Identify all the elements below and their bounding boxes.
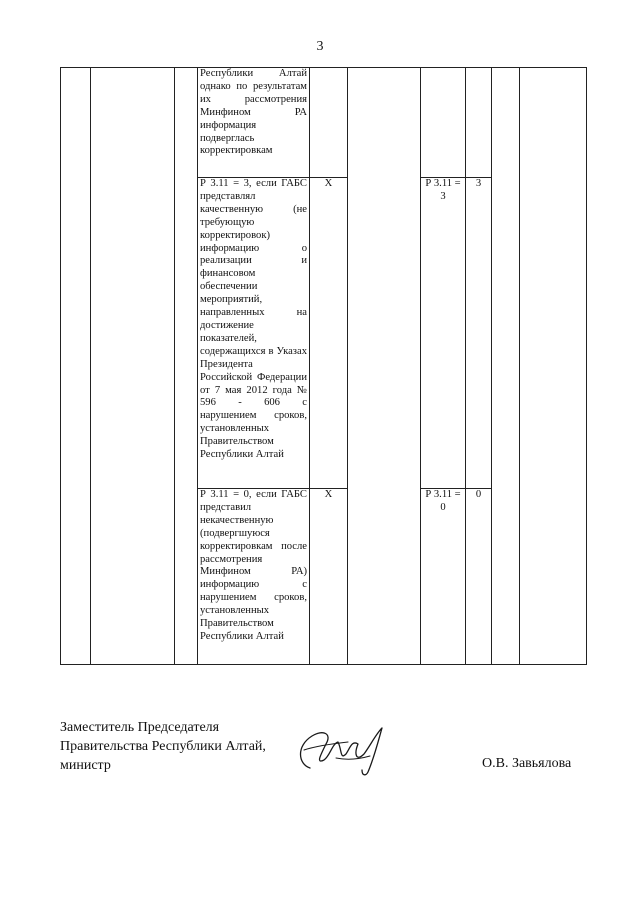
signatory-line-3: министр <box>60 758 111 773</box>
score-cell: 0 <box>466 489 492 665</box>
score-cell: 3 <box>466 178 492 489</box>
table-cell <box>492 68 520 665</box>
table-row <box>61 68 587 178</box>
score-cell <box>466 68 492 178</box>
table-cell <box>61 68 91 665</box>
criteria-description: Республики Алтай однако по результатам их рассмотрения Минфином РА информация подверглась корректировкам <box>198 68 310 178</box>
signatory-line-2: Правительства Республики Алтай, <box>60 739 266 754</box>
table-cell <box>520 68 587 665</box>
signatory-name: О.В. Завьялова <box>482 756 572 771</box>
criteria-description: Р 3.11 = 3, если ГАБС представлял качественную (не требующую корректировок) информацию о реализации и финансовом обеспечении мероприятий, направленных на достижение показателей, содержащихся в Указах Президента Российской Федерации от 7 мая 2012 года № 596 - 606 с нарушением сроков, установленных Правительством Республики Алтай <box>198 178 310 489</box>
criteria-description: Р 3.11 = 0, если ГАБС представил некачественную (подвергшуюся корректировкам после рассмотрения Минфином РА) информацию с нарушением сроков, установленных Правительством Республики Алтай <box>198 489 310 665</box>
table-cell <box>91 68 175 665</box>
handwritten-signature <box>290 720 400 780</box>
table-cell <box>175 68 198 665</box>
criteria-table <box>60 67 587 665</box>
mark-cell <box>310 68 348 178</box>
signatory-line-1: Заместитель Председателя <box>60 720 220 735</box>
table-cell <box>348 68 421 665</box>
signatory-title <box>60 718 266 775</box>
calc-cell <box>421 68 466 178</box>
page-number: 3 <box>316 39 324 54</box>
mark-cell: X <box>310 178 348 489</box>
mark-cell: X <box>310 489 348 665</box>
calc-cell: Р 3.11 = 0 <box>421 489 466 665</box>
calc-cell: Р 3.11 = 3 <box>421 178 466 489</box>
